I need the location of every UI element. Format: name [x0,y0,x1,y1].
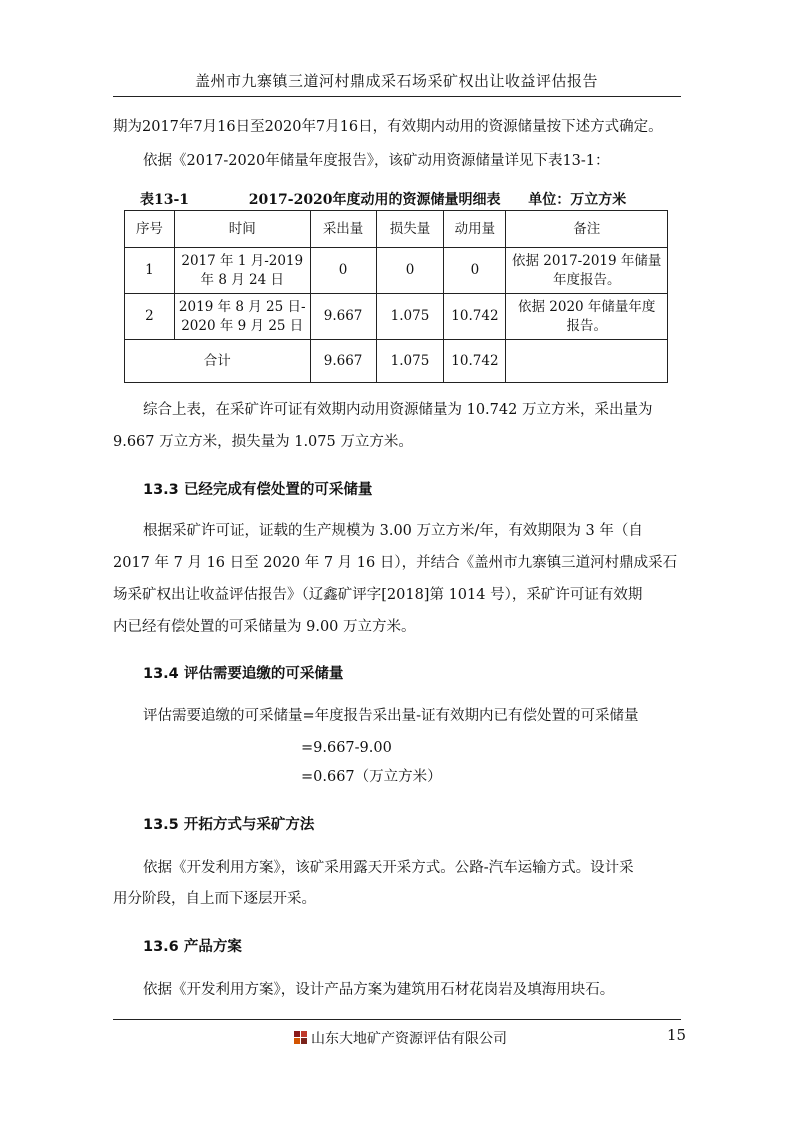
cell-time-line1: 2019 年 8 月 25 日- [178,298,306,315]
section-heading-13-6: 13.6 产品方案 [143,939,242,955]
cell-output: 0 [310,248,376,294]
cell-note-line1: 依据 2020 年储量年度 [517,298,656,315]
table-caption-title: 2017-2020年度动用的资源储量明细表 [248,192,501,208]
section-heading-13-4: 13.4 评估需要追缴的可采储量 [143,666,344,682]
table-total-row [125,340,668,383]
col-header-no: 序号 [125,211,175,248]
paragraph-summary-line2: 9.667 万立方米，损失量为 1.075 万立方米。 [113,434,413,450]
paragraph-13-3-line2: 2017 年 7 月 16 日至 2020 年 7 月 16 日），并结合《盖州市九寨镇三道河村鼎成采石 [113,555,678,571]
paragraph-13-6: 依据《开发利用方案》，设计产品方案为建筑用石材花岗岩及填海用块石。 [143,982,615,998]
cell-note [506,294,668,340]
formula-line2: =9.667-9.00 [301,740,392,756]
cell-output: 9.667 [310,294,376,340]
paragraph-13-3-line1: 根据采矿许可证，证载的生产规模为 3.00 万立方米/年，有效期限为 3 年（自 [143,523,643,539]
cell-loss: 0 [376,248,444,294]
cell-time-line1: 2017 年 1 月-2019 [181,252,304,269]
cell-note-line1: 依据 2017-2019 年储量 [512,252,662,269]
col-header-time: 时间 [174,211,310,248]
cell-no: 1 [125,248,175,294]
footer-company-name: 山东大地矿产资源评估有限公司 [311,1031,507,1047]
paragraph-summary-line1: 综合上表，在采矿许可证有效期内动用资源储量为 10.742 万立方米，采出量为 [143,402,653,418]
cell-note [506,248,668,294]
cell-note-line2: 报告。 [566,317,607,334]
cell-total-loss: 1.075 [376,340,444,383]
header-rule [113,96,681,97]
table-row [125,294,668,340]
table-caption-unit: 单位：万立方米 [528,192,627,208]
table-row [125,248,668,294]
paragraph-13-3-line3: 场采矿权出让收益评估报告》（辽鑫矿评字[2018]第 1014 号），采矿许可证有效期 [113,587,643,603]
running-header-title: 盖州市九寨镇三道河村鼎成采石场采矿权出让收益评估报告 [194,72,598,90]
col-header-used: 动用量 [444,211,506,248]
col-header-note: 备注 [506,211,668,248]
paragraph-validity-period: 期为2017年7月16日至2020年7月16日，有效期内动用的资源储量按下述方式确定。 [113,119,663,135]
paragraph-13-3-line4: 内已经有偿处置的可采储量为 9.00 万立方米。 [113,619,416,635]
table-caption [140,189,626,209]
formula-line3: =0.667（万立方米） [301,769,442,785]
paragraph-table-intro: 依据《2017-2020年储量年度报告》，该矿动用资源储量详见下表13-1： [143,153,610,169]
cell-total-used: 10.742 [444,340,506,383]
cell-loss: 1.075 [376,294,444,340]
cell-used: 0 [444,248,506,294]
cell-total-output: 9.667 [310,340,376,383]
section-heading-13-3: 13.3 已经完成有偿处置的可采储量 [143,482,373,498]
paragraph-13-5-line2: 用分阶段，自上而下逐层开采。 [113,891,316,907]
cell-used: 10.742 [444,294,506,340]
cell-time-line2: 年 8 月 24 日 [200,271,284,288]
col-header-loss: 损失量 [376,211,444,248]
table-header-row [125,211,668,248]
cell-time [174,294,310,340]
cell-note-line2: 年度报告。 [552,271,621,288]
section-heading-13-5: 13.5 开拓方式与采矿方法 [143,817,315,833]
paragraph-13-5-line1: 依据《开发利用方案》，该矿采用露天开采方式。公路-汽车运输方式。设计采 [143,860,634,876]
cell-total-note [506,340,668,383]
cell-no: 2 [125,294,175,340]
cell-total-label: 合计 [125,340,311,383]
company-logo-icon [294,1031,308,1045]
page-number: 15 [667,1026,687,1044]
table-caption-number: 表13-1 [140,192,190,208]
footer-rule [113,1019,681,1020]
reserves-table [124,210,668,383]
cell-time-line2: 2020 年 9 月 25 日 [181,317,304,334]
formula-line1: 评估需要追缴的可采储量=年度报告采出量-证有效期内已有偿处置的可采储量 [143,708,639,724]
col-header-output: 采出量 [310,211,376,248]
cell-time [174,248,310,294]
